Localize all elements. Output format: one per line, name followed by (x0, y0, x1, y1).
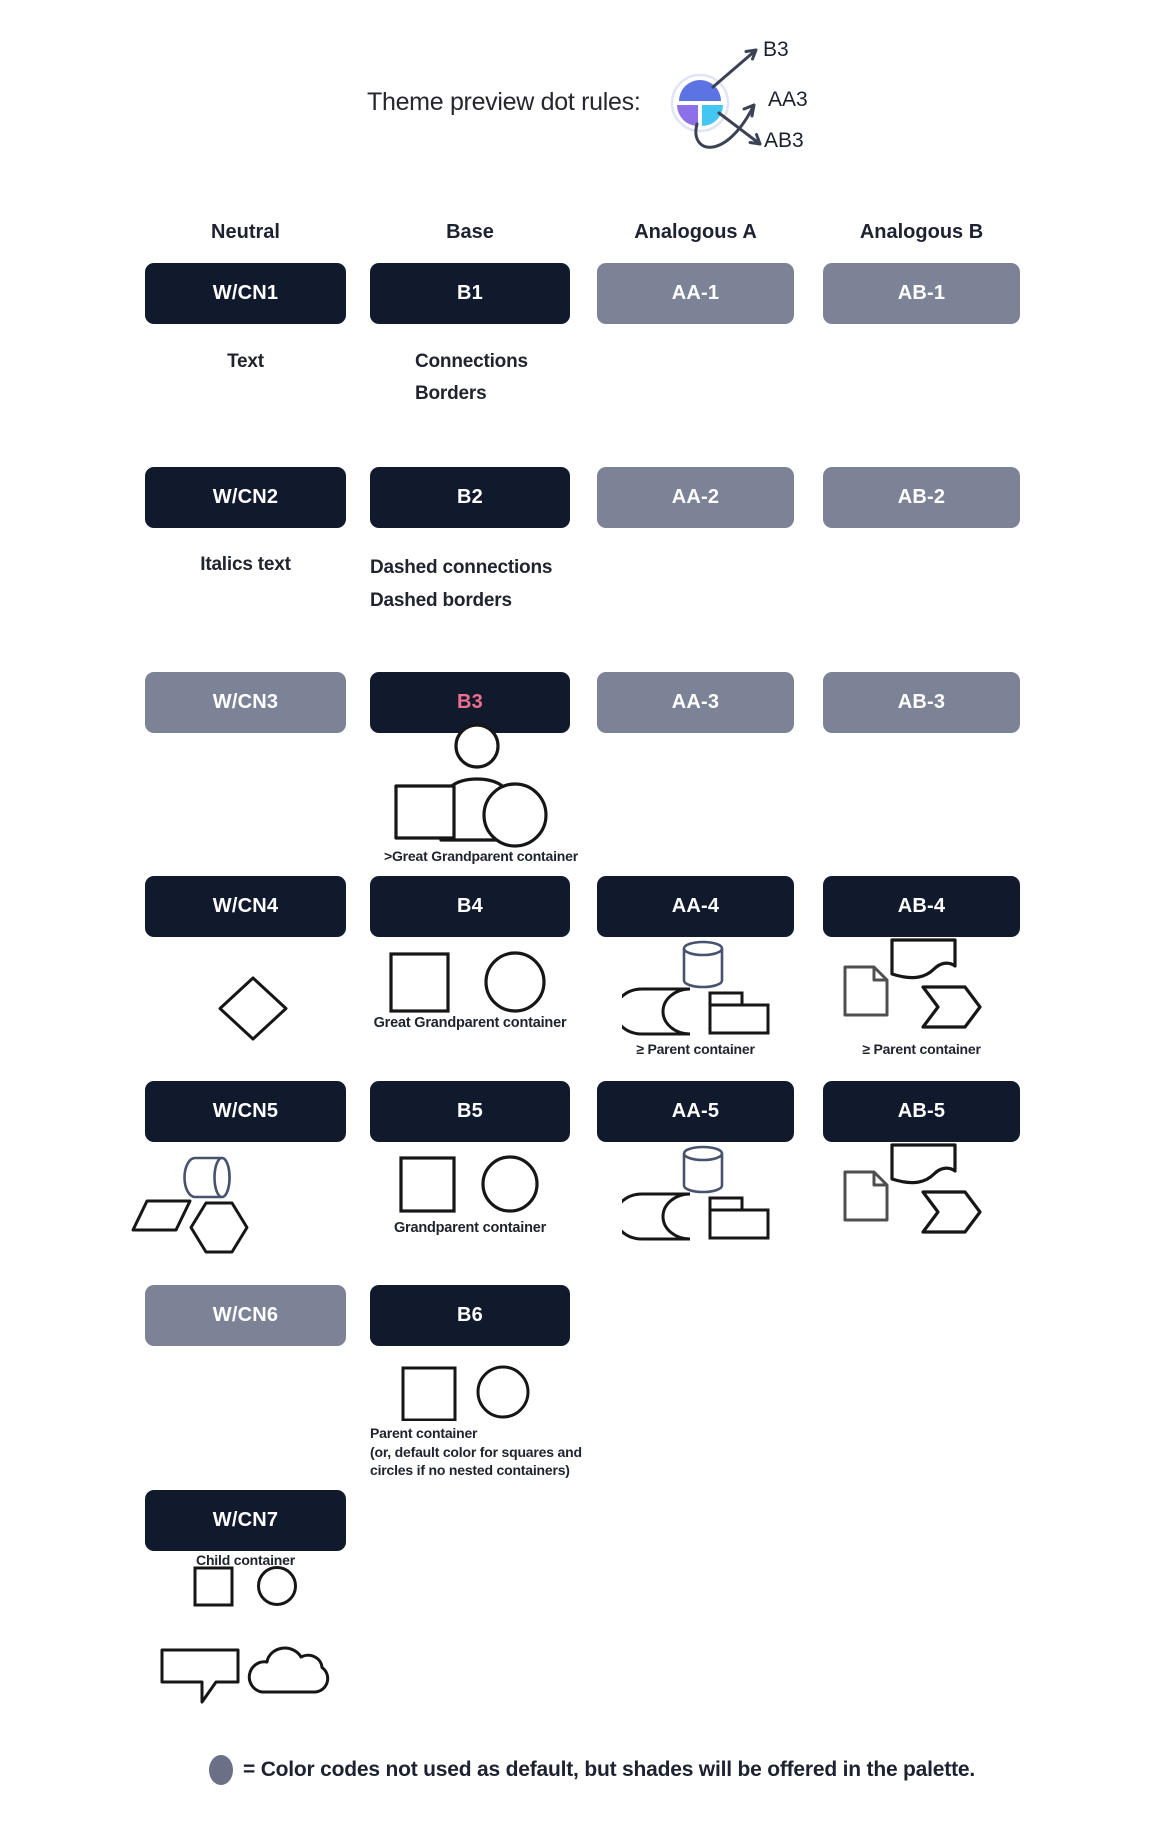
swatch-ab5: AB-5 (823, 1081, 1020, 1142)
swatch-wcn4: W/CN4 (145, 876, 346, 937)
caption-parent-line2: (or, default color for squares and (370, 1443, 582, 1460)
swatch-b3: B3 (370, 672, 570, 733)
dot-segment-base (679, 80, 721, 101)
wcn5-shape-group (125, 1148, 255, 1258)
wcn7-extra-shape-group (155, 1636, 335, 1708)
swatch-b4: B4 (370, 876, 570, 937)
folder-body-shape (710, 1005, 768, 1033)
caption-dashed-line1: Dashed connections (370, 557, 553, 578)
stored-data-shape (622, 1194, 690, 1239)
folded-document-shape (845, 1172, 887, 1220)
caption-ge-parent-aa: ≥ Parent container (636, 1041, 755, 1057)
square-shape (396, 786, 454, 838)
square-shape (401, 1158, 454, 1211)
b3-shape-group (385, 722, 555, 852)
column-header-analogous-a: Analogous A (634, 221, 757, 243)
caption-connections (415, 346, 528, 410)
column-header-base: Base (446, 221, 494, 243)
circle-shape (259, 1568, 296, 1605)
b5-shape-group (396, 1153, 546, 1215)
swatch-ab4: AB-4 (823, 876, 1020, 937)
stored-data-shape (622, 989, 690, 1034)
b4-shape-group (385, 948, 555, 1018)
swatch-aa3: AA-3 (597, 672, 794, 733)
folder-body-shape (710, 1210, 768, 1238)
caption-text: Text (227, 351, 264, 372)
caption-connections-line2: Borders (415, 383, 487, 404)
cylinder-rim (684, 1147, 722, 1160)
page-title: Theme preview dot rules: (367, 88, 641, 116)
chevron-shape (923, 987, 980, 1027)
caption-grandparent: Grandparent container (393, 1220, 547, 1236)
parallelogram-shape (133, 1201, 190, 1230)
legend-dot (209, 1755, 233, 1785)
swatch-wcn7: W/CN7 (145, 1490, 346, 1551)
square-shape (195, 1568, 232, 1605)
caption-parent-line3: circles if no nested containers) (370, 1462, 570, 1478)
caption-child: Child container (196, 1552, 295, 1568)
wcn4-shape-group (217, 975, 289, 1043)
caption-great-grandparent: Great Grandparent container (373, 1015, 567, 1031)
swatch-aa2: AA-2 (597, 467, 794, 528)
chevron-shape (923, 1192, 980, 1232)
ab5-shape-group (838, 1138, 988, 1241)
wavy-document-shape (892, 940, 955, 978)
cloud-shape (249, 1648, 327, 1692)
swatch-b2: B2 (370, 467, 570, 528)
speech-bubble-shape (162, 1650, 238, 1702)
swatch-wcn5: W/CN5 (145, 1081, 346, 1142)
wcn7-shape-group (190, 1563, 300, 1609)
column-header-analogous-b: Analogous B (859, 221, 984, 243)
folded-document-shape (845, 967, 887, 1015)
swatch-ab2: AB-2 (823, 467, 1020, 528)
aa4-shape-group (622, 935, 774, 1037)
swatch-b6: B6 (370, 1285, 570, 1346)
folder-tab-shape (710, 1198, 742, 1210)
swatch-aa5: AA-5 (597, 1081, 794, 1142)
cylinder-rim (215, 1158, 230, 1197)
circle-shape (483, 1157, 537, 1211)
aa5-shape-group (622, 1140, 774, 1242)
swatch-b1: B1 (370, 263, 570, 324)
b6-shape-group (398, 1363, 538, 1421)
swatch-aa4: AA-4 (597, 876, 794, 937)
square-shape (391, 954, 448, 1011)
swatch-wcn3: W/CN3 (145, 672, 346, 733)
diamond-shape (220, 978, 286, 1039)
dot-rule-label-aa3: AA3 (768, 88, 808, 111)
caption-parent (370, 1424, 582, 1480)
caption-dashed-line2: Dashed borders (370, 590, 512, 611)
dot-rule-label-ab3: AB3 (764, 129, 804, 152)
circle-shape (478, 1367, 528, 1417)
hexagon-shape (191, 1203, 247, 1252)
ab4-shape-group (838, 933, 988, 1036)
swatch-ab3: AB-3 (823, 672, 1020, 733)
legend-text: = Color codes not used as default, but shades will be offered in the palette. (243, 1758, 975, 1781)
dot-rule-label-b3: B3 (763, 38, 789, 61)
wavy-document-shape (892, 1145, 955, 1183)
person-head-shape (456, 725, 498, 767)
swatch-aa1: AA-1 (597, 263, 794, 324)
square-shape (403, 1368, 455, 1420)
column-header-neutral: Neutral (211, 221, 280, 243)
caption-italics-text: Italics text (200, 554, 291, 575)
swatch-ab1: AB-1 (823, 263, 1020, 324)
caption-ge-parent-ab: ≥ Parent container (862, 1041, 981, 1057)
cylinder-rim (684, 942, 722, 955)
folder-tab-shape (710, 993, 742, 1005)
circle-shape (484, 784, 546, 846)
caption-dashed (370, 551, 552, 617)
caption-parent-line1: Parent container (370, 1425, 478, 1441)
caption-great-grandparent-gt: >Great Grandparent container (384, 848, 578, 864)
swatch-wcn6: W/CN6 (145, 1285, 346, 1346)
swatch-wcn1: W/CN1 (145, 263, 346, 324)
swatch-b5: B5 (370, 1081, 570, 1142)
circle-shape (486, 953, 544, 1011)
swatch-wcn2: W/CN2 (145, 467, 346, 528)
caption-connections-line1: Connections (415, 351, 528, 372)
